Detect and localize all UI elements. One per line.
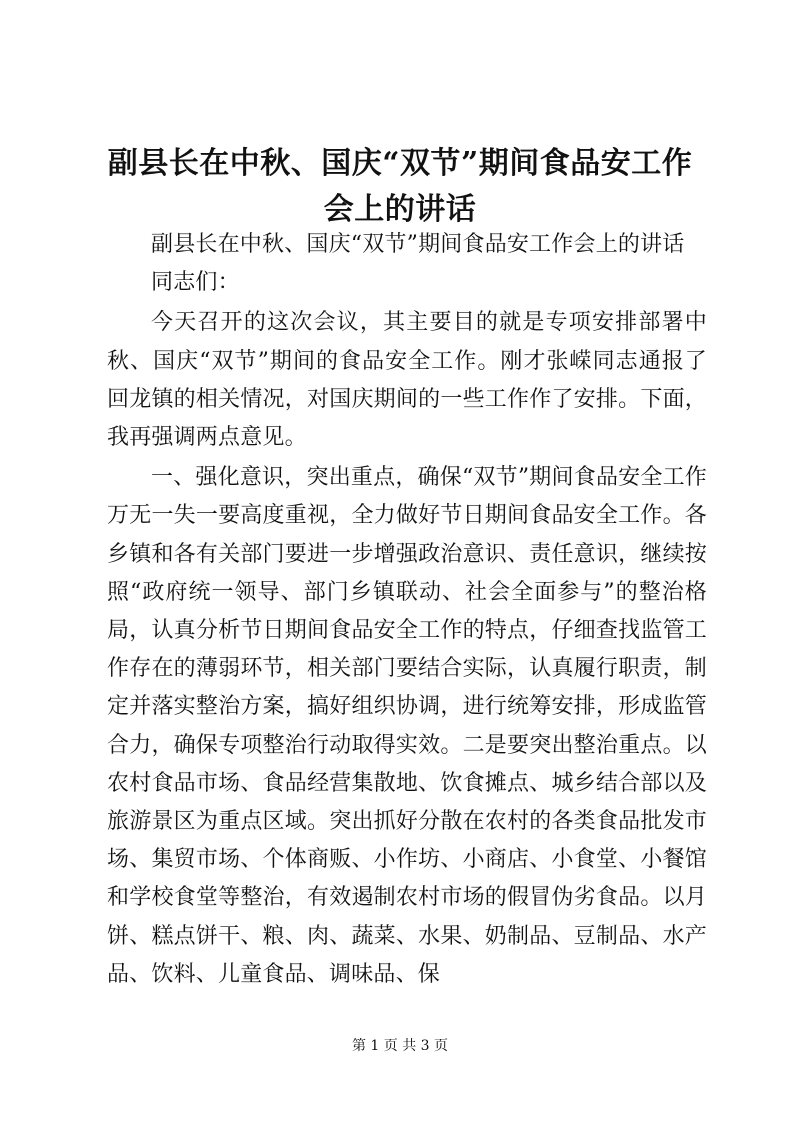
paragraph-intro: 今天召开的这次会议，其主要目的就是专项安排部署中秋、国庆“双节”期间的食品安全工作。刚才张嵘同志通报了回龙镇的相关情况，对国庆期间的一些工作作了安排。下面，我再强调两点意见。 [107, 310, 707, 451]
paragraph-subtitle: 副县长在中秋、国庆“双节”期间食品安工作会上的讲话 [151, 232, 685, 257]
page-footer: 第 1 页 共 3 页 [351, 1038, 449, 1054]
document-title-line-2: 会上的讲话 [323, 192, 477, 227]
paragraph-section-one: 一、强化意识，突出重点，确保“双节”期间食品安全工作万无一失一要高度重视，全力做好节日期间食品安全工作。各乡镇和各有关部门要进一步增强政治意识、责任意识，继续按照“政府统一领导、部门乡镇联动、社会全面参与”的整治格局，认真分析节日期间食品安全工作的特点，仔细查找监管工作存在的薄弱环节，相关部门要结合实际，认真履行职责，制定并落实整治方案，搞好组织协调，进行统筹安排，形成监管合力，确保专项整治行动取得实效。二是要突出整治重点。以农村食品市场、食品经营集散地、饮食摊点、城乡结合部以及旅游景区为重点区域。突出抓好分散在农村的各类食品批发市场、集贸市场、个体商贩、小作坊、小商店、小食堂、小餐馆和学校食堂等整治，有效遏制农村市场的假冒伪劣食品。以月饼、糕点饼干、粮、肉、蔬菜、水果、奶制品、豆制品、水产品、饮料、儿童食品、调味品、保 [107, 465, 707, 987]
document-body [107, 226, 707, 994]
document-title-line-1: 副县长在中秋、国庆“双节”期间食品安工作 [107, 146, 693, 181]
paragraph-salutation: 同志们： [151, 270, 240, 296]
